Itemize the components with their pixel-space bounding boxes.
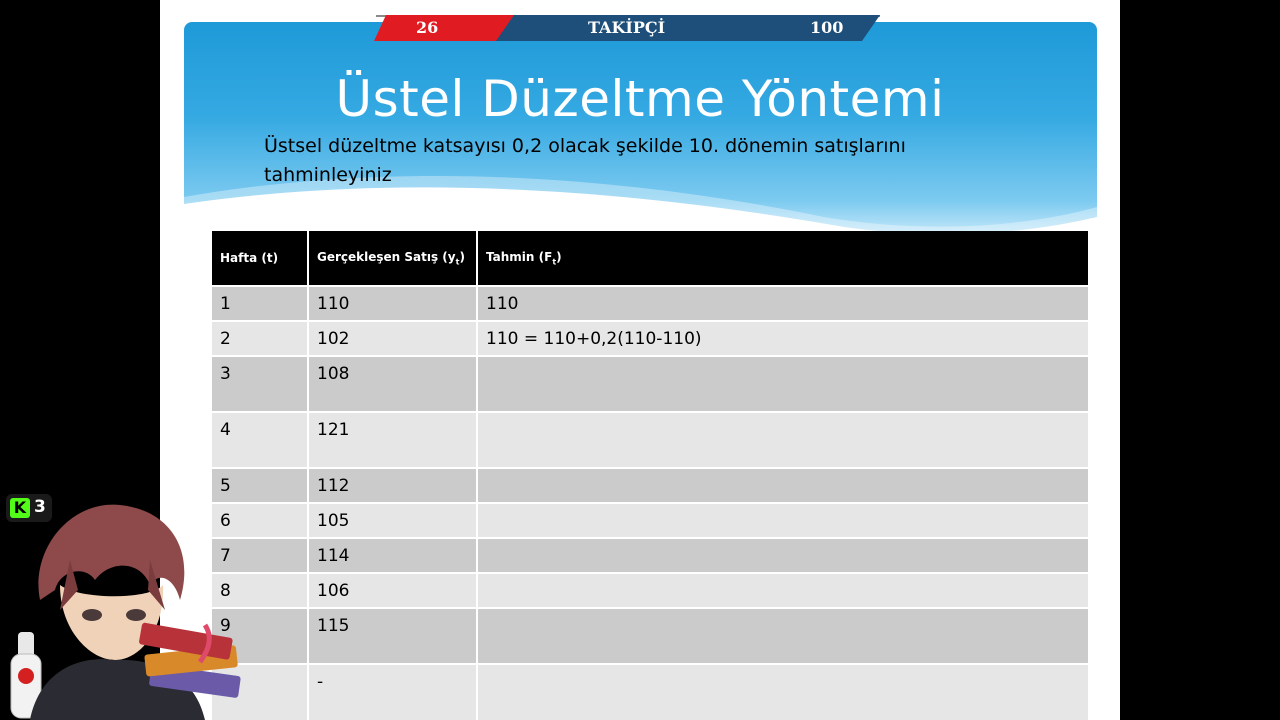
- table-row: [212, 287, 1088, 320]
- cell-forecast: [478, 357, 1088, 411]
- slide-title: Üstel Düzeltme Yöntemi: [335, 70, 945, 128]
- header-forecast-sub: t: [552, 257, 557, 267]
- cell-week: 5: [212, 469, 307, 502]
- table-row: [212, 469, 1088, 502]
- table-row: [212, 539, 1088, 572]
- follower-bar-progress-fill: [374, 15, 514, 41]
- cell-actual: 114: [309, 539, 476, 572]
- header-actual-sub: t: [455, 257, 460, 267]
- cell-forecast: [478, 574, 1088, 607]
- table-row: [212, 413, 1088, 467]
- cell-actual: 121: [309, 413, 476, 467]
- cell-forecast: [478, 609, 1088, 663]
- kick-logo-icon: K: [10, 498, 30, 518]
- cell-forecast: 110 = 110+0,2(110-110): [478, 322, 1088, 355]
- presentation-slide: [160, 0, 1120, 720]
- cell-week: 1: [212, 287, 307, 320]
- cell-actual: 102: [309, 322, 476, 355]
- follower-current-count: 26: [416, 18, 439, 37]
- follower-goal-bar: [374, 15, 880, 41]
- header-forecast-label: Tahmin (F: [486, 249, 553, 264]
- forecast-table: [210, 229, 1090, 720]
- cell-forecast: [478, 665, 1088, 720]
- follower-goal-count: 100: [810, 18, 844, 37]
- table-row: [212, 574, 1088, 607]
- cell-forecast: [478, 413, 1088, 467]
- cell-actual: 115: [309, 609, 476, 663]
- header-actual-sales: [309, 231, 476, 285]
- header-week-label: Hafta (t): [220, 251, 279, 265]
- cell-forecast: [478, 504, 1088, 537]
- header-actual-label: Gerçekleşen Satış (y: [317, 249, 456, 264]
- header-week: [212, 231, 307, 285]
- cell-actual: 106: [309, 574, 476, 607]
- cell-actual: 105: [309, 504, 476, 537]
- cell-forecast: 110: [478, 287, 1088, 320]
- table-row: [212, 357, 1088, 411]
- cell-actual: 108: [309, 357, 476, 411]
- viewer-count: 3: [34, 497, 46, 517]
- header-actual-tail: ): [459, 249, 465, 264]
- cell-forecast: [478, 539, 1088, 572]
- cell-week: 8: [212, 574, 307, 607]
- cell-forecast: [478, 469, 1088, 502]
- cell-actual: 112: [309, 469, 476, 502]
- cell-week: 3: [212, 357, 307, 411]
- header-forecast: [478, 231, 1088, 285]
- question-text: Üstsel düzeltme katsayısı 0,2 olacak şekilde 10. dönemin satışlarını tahminleyiniz: [264, 135, 906, 186]
- table-header-row: [212, 231, 1088, 285]
- cell-week: 4: [212, 413, 307, 467]
- streamer-avatar-overlay: [0, 490, 270, 720]
- table-row: [212, 322, 1088, 355]
- follower-label: TAKİPÇİ: [588, 18, 666, 37]
- cell-week: 9: [212, 609, 307, 663]
- cell-week: 6: [212, 504, 307, 537]
- cell-actual: -: [309, 665, 476, 720]
- cell-week: 2: [212, 322, 307, 355]
- table-row: [212, 609, 1088, 663]
- table-row: [212, 504, 1088, 537]
- table-row: [212, 665, 1088, 720]
- cell-actual: 110: [309, 287, 476, 320]
- header-forecast-tail: ): [556, 249, 562, 264]
- cell-week: 7: [212, 539, 307, 572]
